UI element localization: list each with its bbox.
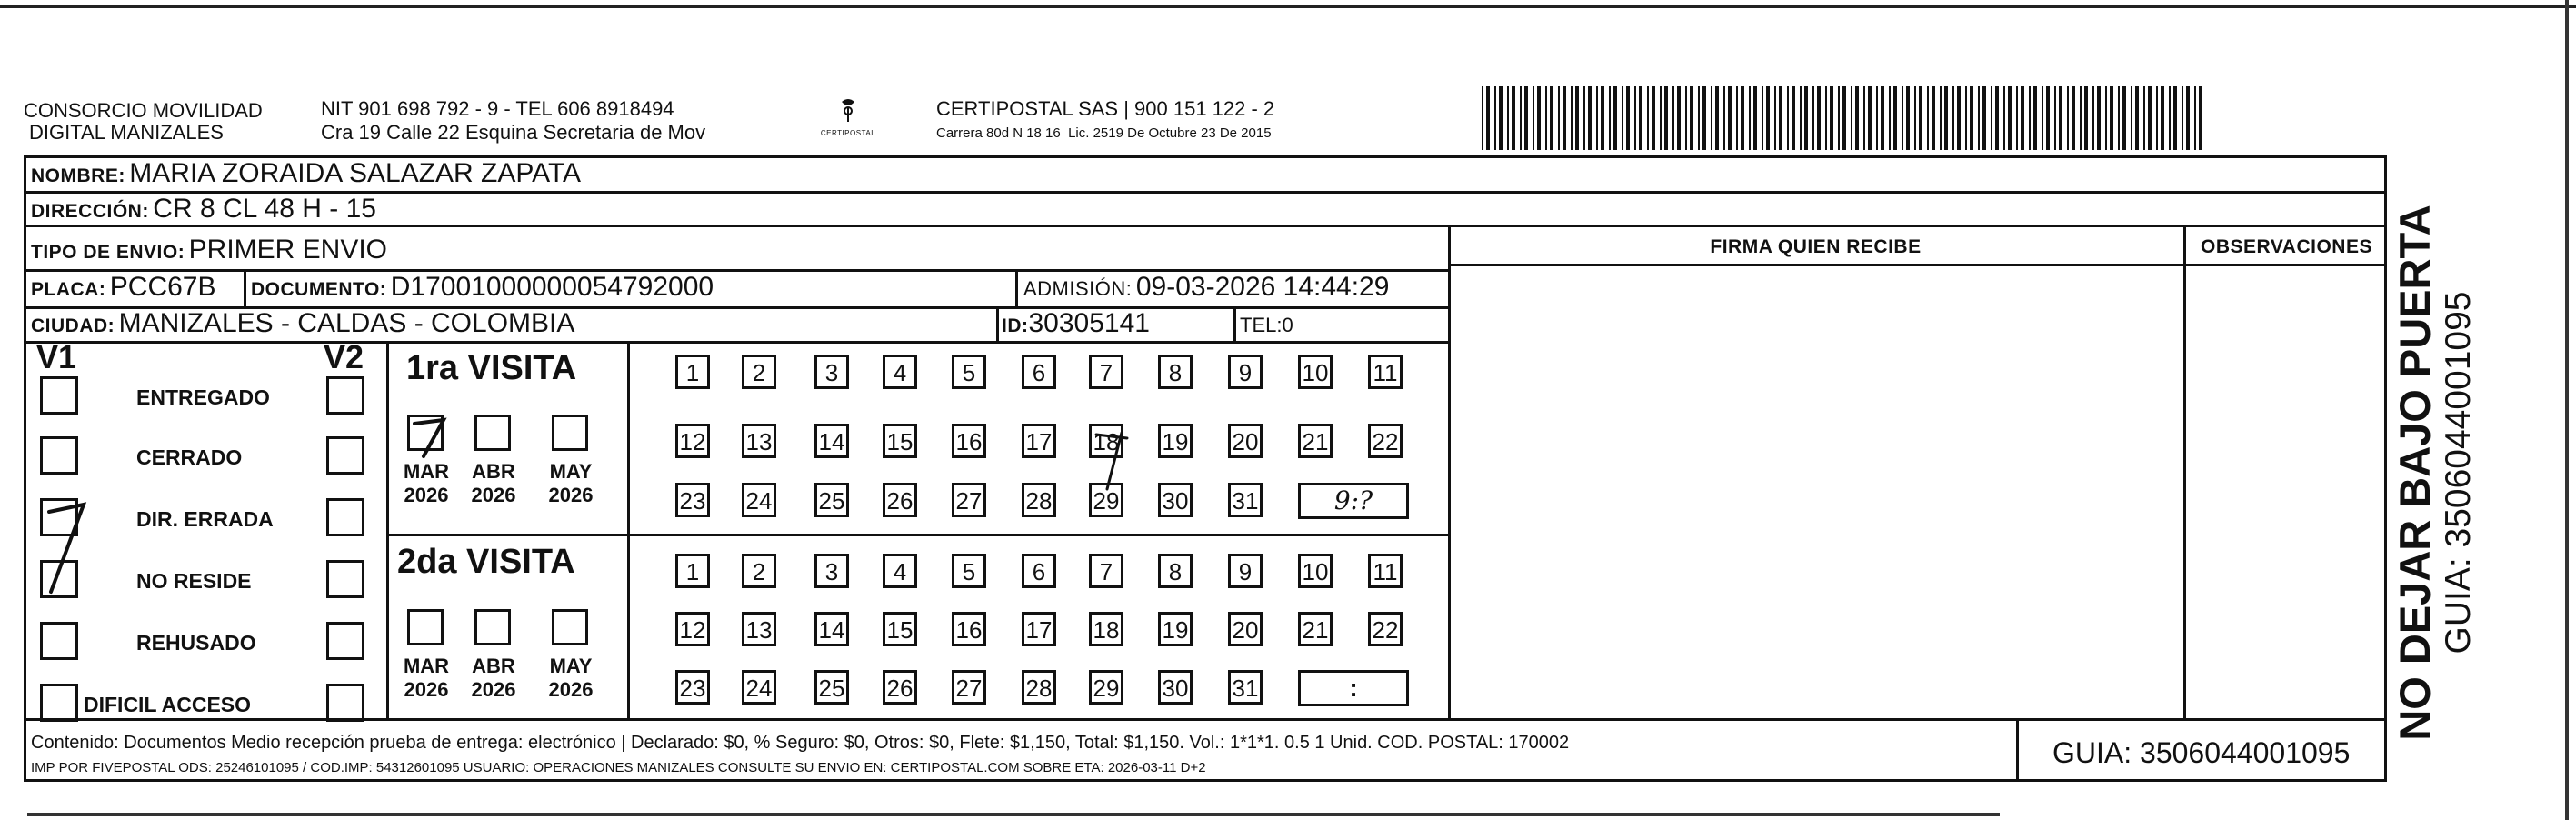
tel-field — [1240, 310, 1293, 341]
barcode-bar — [1660, 86, 1662, 150]
barcode-bar — [1672, 86, 1674, 150]
observaciones-header: OBSERVACIONES — [2201, 236, 2372, 257]
barcode-bar — [2110, 86, 2113, 150]
barcode-bar — [2182, 86, 2183, 150]
day-box: 31 — [1228, 670, 1263, 705]
logo-text: CERTIPOSTAL — [820, 129, 876, 137]
barcode-bar — [2084, 86, 2088, 150]
day-box: 3 — [814, 355, 849, 389]
barcode-bar — [1863, 86, 1865, 150]
barcode-bar — [1571, 86, 1573, 150]
day-box: 20 — [1228, 612, 1263, 646]
barcode-bar — [1995, 86, 1999, 150]
carrier-line-1: CERTIPOSTAL SAS | 900 151 122 - 2 — [936, 97, 1275, 120]
id-label: ID: — [1002, 315, 1029, 336]
v2-checkbox — [326, 436, 364, 475]
day-box: 6 — [1022, 554, 1056, 588]
day-box: 12 — [675, 612, 710, 646]
barcode-bar — [2194, 86, 2196, 150]
contenido-text: Contenido: Documentos Medio recepción prueba de entrega: electrónico | Declarado: $0, % Seguro: $0, Otros: $0, Flete: $1,150, Total: $1,150. Vol.: 1*1*1. 0.5 1 Unid. COD. POSTAL: 170002 — [31, 733, 1570, 753]
v2-header: V2 — [324, 338, 364, 375]
ciudad-value: MANIZALES - CALDAS - COLOMBIA — [118, 308, 575, 338]
barcode-bar — [1812, 86, 1814, 150]
day-box: 17 — [1022, 424, 1056, 458]
day-box: 9 — [1228, 355, 1263, 389]
company-line-1: CONSORCIO MOVILIDAD — [24, 99, 263, 122]
v2-checkbox — [326, 560, 364, 598]
firma-header: FIRMA QUIEN RECIBE — [1710, 236, 1922, 257]
barcode-bar — [1639, 86, 1642, 150]
barcode-bar — [1957, 86, 1961, 150]
v2-checkbox — [326, 498, 364, 536]
tipo-envio-label: TIPO DE ENVIO: — [31, 242, 185, 263]
day-box: 31 — [1228, 483, 1263, 517]
barcode-bar — [1634, 86, 1636, 150]
day-box: 1 — [675, 554, 710, 588]
barcode-bar — [2161, 86, 2164, 150]
day-box: 10 — [1298, 355, 1333, 389]
day-box: 15 — [883, 612, 917, 646]
barcode-bar — [2118, 86, 2120, 150]
day-box: 29 — [1089, 670, 1123, 705]
barcode-bar — [1711, 86, 1712, 150]
year-label: 2026 — [471, 678, 516, 701]
status-option-label: DIR. ERRADA — [136, 507, 274, 531]
barcode-bar — [1596, 86, 1598, 150]
scan-edge-right — [2565, 0, 2569, 820]
barcode — [1482, 86, 2209, 150]
handwritten-dir-errada-check — [42, 495, 124, 605]
barcode-bar — [1944, 86, 1948, 150]
barcode-bar — [1804, 86, 1808, 150]
day-box: 11 — [1368, 554, 1403, 588]
placa-field — [31, 272, 216, 307]
barcode-bar — [2199, 86, 2202, 150]
day-box: 9 — [1228, 554, 1263, 588]
barcode-bar — [1702, 86, 1706, 150]
day-box: 24 — [742, 670, 776, 705]
v1-checkbox — [40, 622, 78, 660]
barcode-bar — [2173, 86, 2177, 150]
day-box: 4 — [883, 355, 917, 389]
status-option-label: NO RESIDE — [136, 569, 252, 593]
day-box: 23 — [675, 670, 710, 705]
carrier-line-2: Carrera 80d N 18 16 Lic. 2519 De Octubre 23 De 2015 — [936, 125, 1272, 141]
barcode-bar — [1876, 86, 1878, 150]
nombre-field — [31, 158, 581, 194]
day-box: 2 — [742, 554, 776, 588]
barcode-bar — [1482, 86, 1483, 150]
day-box: 12 — [675, 424, 710, 458]
barcode-bar — [2105, 86, 2107, 150]
day-box: 29 — [1089, 483, 1123, 517]
barcode-bar — [1774, 86, 1776, 150]
day-box: 28 — [1022, 483, 1056, 517]
day-box: 25 — [814, 670, 849, 705]
side-text — [2391, 155, 2500, 791]
day-box: 16 — [952, 424, 986, 458]
nit-line: NIT 901 698 792 - 9 - TEL 606 8918494 — [321, 97, 674, 120]
barcode-bar — [1978, 86, 1980, 150]
barcode-bar — [1842, 86, 1846, 150]
barcode-bar — [2072, 86, 2075, 150]
barcode-bar — [1677, 86, 1681, 150]
barcode-bar — [1753, 86, 1757, 150]
barcode-bar — [1940, 86, 1942, 150]
year-label: 2026 — [471, 484, 516, 506]
day-box: 13 — [742, 424, 776, 458]
day-box: 8 — [1158, 355, 1193, 389]
day-box: 24 — [742, 483, 776, 517]
year-label: 2026 — [404, 484, 449, 506]
barcode-bar — [1766, 86, 1770, 150]
barcode-bar — [1533, 86, 1534, 150]
barcode-bar — [1889, 86, 1891, 150]
barcode-bar — [2054, 86, 2056, 150]
id-field — [1002, 308, 1150, 344]
id-value: 30305141 — [1028, 308, 1150, 338]
barcode-bar — [1537, 86, 1541, 150]
second-visit-title: 2da VISITA — [397, 543, 575, 581]
barcode-bar — [1868, 86, 1872, 150]
barcode-bar — [1609, 86, 1611, 150]
barcode-bar — [1613, 86, 1617, 150]
barcode-bar — [1647, 86, 1649, 150]
day-box: 19 — [1158, 424, 1193, 458]
day-box: 15 — [883, 424, 917, 458]
barcode-bar — [2143, 86, 2145, 150]
barcode-bar — [2156, 86, 2158, 150]
barcode-bar — [2186, 86, 2190, 150]
barcode-bar — [1512, 86, 1515, 150]
barcode-bar — [2169, 86, 2171, 150]
barcode-bar — [1792, 86, 1795, 150]
day-box: 6 — [1022, 355, 1056, 389]
day-box: 26 — [883, 483, 917, 517]
first-visit-title: 1ra VISITA — [406, 349, 577, 387]
scan-edge-top — [0, 5, 2576, 8]
placa-label: PLACA: — [31, 279, 106, 300]
barcode-bar — [2033, 86, 2037, 150]
barcode-bar — [2080, 86, 2082, 150]
no-dejar-warning: NO DEJAR BAJO PUERTA — [2391, 205, 2439, 741]
barcode-bar — [1741, 86, 1744, 150]
barcode-bar — [1817, 86, 1821, 150]
barcode-bar — [1779, 86, 1782, 150]
month-checkbox — [474, 609, 511, 645]
v1-header: V1 — [36, 338, 77, 375]
barcode-bar — [1486, 86, 1490, 150]
barcode-bar — [1906, 86, 1910, 150]
barcode-bar — [1902, 86, 1903, 150]
v2-checkbox — [326, 622, 364, 660]
v2-checkbox — [326, 684, 364, 722]
direccion-label: DIRECCIÓN: — [31, 201, 149, 222]
address-line: Cra 19 Calle 22 Esquina Secretaria de Mov — [321, 121, 706, 144]
month-label: ABR — [472, 655, 515, 677]
documento-label: DOCUMENTO: — [251, 279, 387, 300]
barcode-bar — [2097, 86, 2101, 150]
day-box: 25 — [814, 483, 849, 517]
barcode-bar — [1838, 86, 1840, 150]
barcode-bar — [1749, 86, 1751, 150]
placa-value: PCC67B — [109, 272, 216, 302]
day-box: 3 — [814, 554, 849, 588]
month-checkbox — [552, 415, 588, 451]
month-checkbox — [552, 609, 588, 645]
day-box: 4 — [883, 554, 917, 588]
barcode-bar — [1932, 86, 1935, 150]
barcode-bar — [1991, 86, 1992, 150]
barcode-bar — [2131, 86, 2132, 150]
day-box: 22 — [1368, 424, 1403, 458]
month-label: MAY — [549, 460, 593, 483]
day-box: 22 — [1368, 612, 1403, 646]
barcode-bar — [1507, 86, 1509, 150]
company-line-2: DIGITAL MANIZALES — [29, 121, 224, 144]
barcode-bar — [2135, 86, 2139, 150]
day-box: 27 — [952, 670, 986, 705]
day-box: 30 — [1158, 483, 1193, 517]
barcode-bar — [1952, 86, 1954, 150]
barcode-bar — [1787, 86, 1789, 150]
status-option-label: ENTREGADO — [136, 385, 270, 409]
barcode-bar — [2016, 86, 2018, 150]
barcode-bar — [2059, 86, 2062, 150]
ciudad-label: CIUDAD: — [31, 315, 115, 336]
day-box: 8 — [1158, 554, 1193, 588]
admision-field — [1023, 272, 1389, 307]
barcode-bar — [1855, 86, 1859, 150]
month-checkbox — [407, 609, 444, 645]
barcode-bar — [1982, 86, 1986, 150]
month-label: ABR — [472, 460, 515, 483]
barcode-bar — [2008, 86, 2012, 150]
direccion-value: CR 8 CL 48 H - 15 — [153, 194, 376, 224]
month-checkbox — [474, 415, 511, 451]
year-label: 2026 — [548, 484, 594, 506]
barcode-bar — [2003, 86, 2005, 150]
barcode-bar — [2042, 86, 2043, 150]
barcode-bar — [1601, 86, 1604, 150]
documento-value: D17001000000054792000 — [390, 272, 714, 302]
barcode-bar — [1685, 86, 1687, 150]
barcode-bar — [2029, 86, 2031, 150]
day-box: 20 — [1228, 424, 1263, 458]
guia-box: GUIA: 3506044001095 — [2052, 736, 2351, 769]
day-box: 19 — [1158, 612, 1193, 646]
barcode-bar — [1524, 86, 1528, 150]
barcode-bar — [1652, 86, 1655, 150]
day-box: 27 — [952, 483, 986, 517]
time-box: : — [1298, 670, 1409, 706]
day-box: 1 — [675, 355, 710, 389]
day-box: 11 — [1368, 355, 1403, 389]
day-box: 5 — [952, 355, 986, 389]
barcode-bar — [1520, 86, 1522, 150]
day-box: 14 — [814, 424, 849, 458]
admision-label: ADMISIÓN: — [1023, 277, 1133, 300]
day-box: 21 — [1298, 424, 1333, 458]
day-box: 2 — [742, 355, 776, 389]
day-box: 26 — [883, 670, 917, 705]
barcode-bar — [2092, 86, 2094, 150]
imp-text: IMP POR FIVEPOSTAL ODS: 25246101095 / COD.IMP: 54312601095 USUARIO: OPERACIONES MANIZALES CONSULTE SU ENVIO EN: CERTIPOSTAL.COM SOBRE ETA: 2026-03-11 D+2 — [31, 760, 1206, 775]
barcode-bar — [1965, 86, 1967, 150]
certipostal-logo — [816, 95, 880, 145]
barcode-bar — [1626, 86, 1630, 150]
v1-checkbox — [40, 376, 78, 415]
status-option-label: DIFICIL ACCESO — [84, 693, 252, 716]
barcode-bar — [1851, 86, 1852, 150]
barcode-bar — [1728, 86, 1732, 150]
day-box: 17 — [1022, 612, 1056, 646]
barcode-bar — [1825, 86, 1827, 150]
barcode-bar — [1690, 86, 1693, 150]
day-box: 10 — [1298, 554, 1333, 588]
barcode-bar — [1588, 86, 1592, 150]
barcode-bar — [1830, 86, 1833, 150]
barcode-bar — [1881, 86, 1884, 150]
year-label: 2026 — [548, 678, 594, 701]
barcode-bar — [1970, 86, 1973, 150]
barcode-bar — [1583, 86, 1585, 150]
month-label: MAR — [403, 655, 450, 677]
barcode-bar — [2021, 86, 2024, 150]
month-label: MAR — [403, 460, 450, 483]
day-box: 5 — [952, 554, 986, 588]
barcode-bar — [1762, 86, 1763, 150]
day-box: 28 — [1022, 670, 1056, 705]
tel-label: TEL: — [1240, 314, 1283, 336]
barcode-bar — [1914, 86, 1916, 150]
day-box: 13 — [742, 612, 776, 646]
barcode-bar — [1736, 86, 1738, 150]
day-box: 18 — [1089, 612, 1123, 646]
day-box: 7 — [1089, 355, 1123, 389]
v1-checkbox — [40, 436, 78, 475]
scan-edge-bottom — [27, 813, 2000, 816]
tel-value: 0 — [1282, 314, 1293, 336]
barcode-bar — [1698, 86, 1700, 150]
barcode-bar — [1723, 86, 1725, 150]
barcode-bar — [1893, 86, 1897, 150]
documento-field — [251, 272, 714, 307]
barcode-bar — [1550, 86, 1553, 150]
barcode-bar — [1927, 86, 1929, 150]
tipo-envio-field — [31, 235, 387, 270]
barcode-bar — [1494, 86, 1496, 150]
tipo-envio-value: PRIMER ENVIO — [188, 235, 388, 265]
barcode-bar — [1715, 86, 1719, 150]
day-box: 14 — [814, 612, 849, 646]
v2-checkbox — [326, 376, 364, 415]
barcode-bar — [2122, 86, 2126, 150]
day-box: 23 — [675, 483, 710, 517]
admision-value: 09-03-2026 14:44:29 — [1135, 272, 1390, 302]
barcode-bar — [1558, 86, 1560, 150]
handwritten-march-check — [407, 411, 462, 465]
barcode-bar — [1800, 86, 1802, 150]
barcode-bar — [1545, 86, 1547, 150]
nombre-label: NOMBRE: — [31, 165, 125, 186]
barcode-bar — [1499, 86, 1503, 150]
barcode-bar — [2067, 86, 2069, 150]
barcode-bar — [2046, 86, 2050, 150]
day-box: 7 — [1089, 554, 1123, 588]
barcode-bar — [1664, 86, 1668, 150]
status-option-label: CERRADO — [136, 445, 243, 469]
time-box: 9:? — [1298, 483, 1409, 519]
barcode-bar — [1919, 86, 1922, 150]
handwritten-day-strike — [1089, 425, 1143, 498]
day-box: 30 — [1158, 670, 1193, 705]
barcode-bar — [1622, 86, 1623, 150]
direccion-field — [31, 194, 376, 229]
side-guia: GUIA: 3506044001095 — [2439, 291, 2478, 655]
status-option-label: REHUSADO — [136, 631, 256, 655]
year-label: 2026 — [404, 678, 449, 701]
ciudad-field — [31, 308, 574, 344]
barcode-bar — [1563, 86, 1566, 150]
v1-checkbox — [40, 684, 78, 722]
day-box: 18 — [1089, 424, 1123, 458]
nombre-value: MARIA ZORAIDA SALAZAR ZAPATA — [129, 158, 582, 188]
month-label: MAY — [549, 655, 593, 677]
barcode-bar — [2148, 86, 2152, 150]
barcode-bar — [1575, 86, 1579, 150]
day-box: 16 — [952, 612, 986, 646]
day-box: 21 — [1298, 612, 1333, 646]
